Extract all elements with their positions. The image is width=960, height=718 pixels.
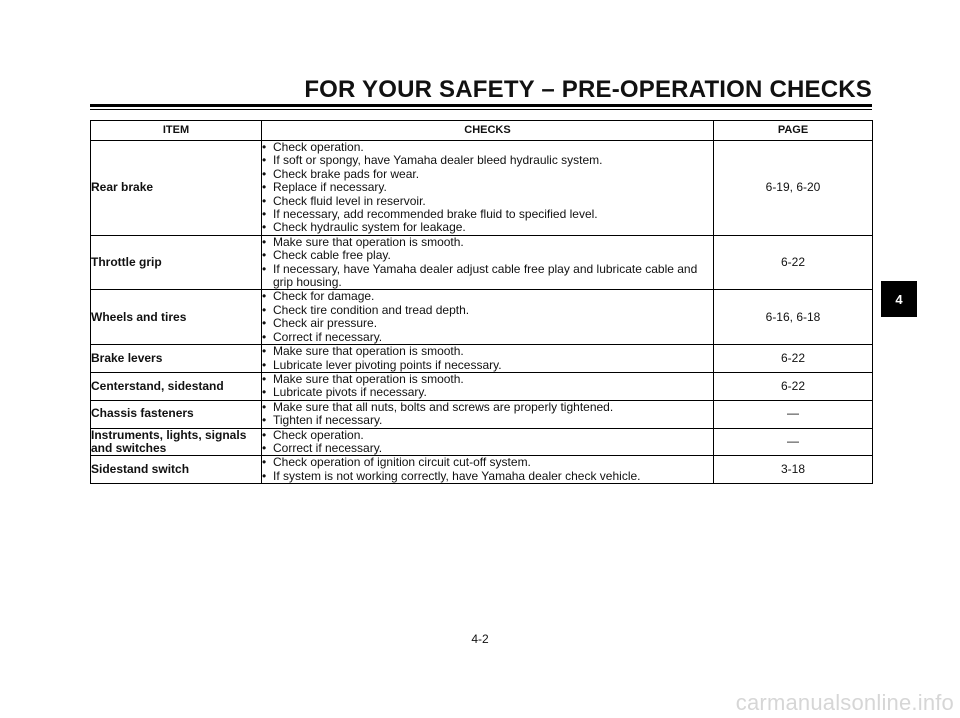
check-text: Check operation. xyxy=(273,427,364,442)
table-row xyxy=(91,290,873,345)
checks-cell xyxy=(262,428,714,456)
check-list-item xyxy=(262,429,713,442)
check-list-item xyxy=(262,208,713,221)
page-reference-cell: — xyxy=(714,400,873,428)
check-list-item xyxy=(262,470,713,483)
check-text: Check operation. xyxy=(273,140,364,154)
check-list-item xyxy=(262,195,713,208)
check-list xyxy=(262,429,713,456)
bullet-icon: • xyxy=(262,261,267,276)
bullet-icon: • xyxy=(262,413,267,428)
check-list-item xyxy=(262,304,713,317)
check-list xyxy=(262,373,713,400)
check-list-item xyxy=(262,290,713,303)
check-list xyxy=(262,401,713,428)
page-reference-cell: 6-22 xyxy=(714,345,873,373)
table-row xyxy=(91,235,873,290)
check-text: Lubricate lever pivoting points if necessary. xyxy=(273,357,502,372)
check-text: Check brake pads for wear. xyxy=(273,166,420,181)
item-cell: Sidestand switch xyxy=(91,456,262,484)
page-reference-cell: 6-22 xyxy=(714,235,873,290)
item-cell: Wheels and tires xyxy=(91,290,262,345)
check-text: Check hydraulic system for leakage. xyxy=(273,220,466,235)
bullet-icon: • xyxy=(262,329,267,344)
check-list-item xyxy=(262,442,713,455)
bullet-icon: • xyxy=(262,316,267,331)
check-list-item xyxy=(262,181,713,194)
bullet-icon: • xyxy=(262,248,267,263)
page-reference-cell: 3-18 xyxy=(714,456,873,484)
column-header-item: ITEM xyxy=(91,121,262,141)
item-cell: Throttle grip xyxy=(91,235,262,290)
checks-cell xyxy=(262,290,714,345)
page-reference-cell: 6-16, 6-18 xyxy=(714,290,873,345)
column-header-checks: CHECKS xyxy=(262,121,714,141)
check-list xyxy=(262,141,713,235)
check-text: Make sure that operation is smooth. xyxy=(273,234,464,249)
check-text: Correct if necessary. xyxy=(273,329,383,344)
table-row xyxy=(91,372,873,400)
check-list-item xyxy=(262,154,713,167)
check-list-item xyxy=(262,373,713,386)
bullet-icon: • xyxy=(262,455,267,470)
check-list-item xyxy=(262,249,713,262)
bullet-icon: • xyxy=(262,289,267,304)
column-header-page: PAGE xyxy=(714,121,873,141)
check-text: Make sure that operation is smooth. xyxy=(273,344,464,359)
bullet-icon: • xyxy=(262,207,267,222)
item-cell: Centerstand, sidestand xyxy=(91,372,262,400)
check-list-item xyxy=(262,401,713,414)
table-body xyxy=(91,141,873,484)
check-text: Make sure that operation is smooth. xyxy=(273,371,464,386)
check-list xyxy=(262,456,713,483)
check-text: If necessary, have Yamaha dealer adjust cable free play and lubricate cable and grip housing. xyxy=(273,261,698,290)
bullet-icon: • xyxy=(262,385,267,400)
item-cell: Chassis fasteners xyxy=(91,400,262,428)
bullet-icon: • xyxy=(262,220,267,235)
check-text: Check for damage. xyxy=(273,289,375,304)
bullet-icon: • xyxy=(262,153,267,168)
check-list-item xyxy=(262,456,713,469)
check-text: If soft or spongy, have Yamaha dealer bleed hydraulic system. xyxy=(273,153,603,168)
bullet-icon: • xyxy=(262,399,267,414)
check-list xyxy=(262,290,713,344)
check-list xyxy=(262,345,713,372)
page-reference-cell: — xyxy=(714,428,873,456)
checks-cell xyxy=(262,400,714,428)
check-text: Replace if necessary. xyxy=(273,180,387,195)
check-text: Make sure that all nuts, bolts and screws are properly tightened. xyxy=(273,399,614,414)
bullet-icon: • xyxy=(262,234,267,249)
page-reference-cell: 6-22 xyxy=(714,372,873,400)
table-row xyxy=(91,400,873,428)
check-list-item xyxy=(262,414,713,427)
check-text: Check operation of ignition circuit cut-off system. xyxy=(273,455,531,470)
item-cell: Rear brake xyxy=(91,141,262,236)
bullet-icon: • xyxy=(262,302,267,317)
check-text: If necessary, add recommended brake fluid to specified level. xyxy=(273,207,598,222)
page-reference-cell: 6-19, 6-20 xyxy=(714,141,873,236)
table-row xyxy=(91,345,873,373)
checks-cell xyxy=(262,235,714,290)
check-text: Check fluid level in reservoir. xyxy=(273,193,426,208)
pre-operation-checks-table xyxy=(90,120,873,484)
table-row xyxy=(91,428,873,456)
bullet-icon: • xyxy=(262,427,267,442)
bullet-icon: • xyxy=(262,440,267,455)
bullet-icon: • xyxy=(262,166,267,181)
checks-cell xyxy=(262,456,714,484)
check-list-item xyxy=(262,345,713,358)
check-list-item xyxy=(262,263,713,290)
title-rule xyxy=(90,104,872,110)
page-title: FOR YOUR SAFETY – PRE-OPERATION CHECKS xyxy=(304,76,872,103)
check-list xyxy=(262,236,713,290)
table-row xyxy=(91,141,873,236)
table-row xyxy=(91,456,873,484)
bullet-icon: • xyxy=(262,371,267,386)
check-list-item xyxy=(262,168,713,181)
check-text: Check air pressure. xyxy=(273,316,378,331)
page-number: 4-2 xyxy=(471,632,489,646)
check-text: Tighten if necessary. xyxy=(273,413,383,428)
checks-cell xyxy=(262,141,714,236)
check-list-item xyxy=(262,317,713,330)
check-text: Check tire condition and tread depth. xyxy=(273,302,470,317)
bullet-icon: • xyxy=(262,468,267,483)
checks-cell xyxy=(262,345,714,373)
chapter-tab[interactable]: 4 xyxy=(881,281,917,317)
table-header-row xyxy=(91,121,873,141)
check-list-item xyxy=(262,359,713,372)
bullet-icon: • xyxy=(262,180,267,195)
check-text: Correct if necessary. xyxy=(273,440,383,455)
item-cell: Brake levers xyxy=(91,345,262,373)
check-list-item xyxy=(262,331,713,344)
check-text: Check cable free play. xyxy=(273,248,391,263)
bullet-icon: • xyxy=(262,357,267,372)
bullet-icon: • xyxy=(262,193,267,208)
check-list-item xyxy=(262,236,713,249)
check-text: Lubricate pivots if necessary. xyxy=(273,385,427,400)
item-cell: Instruments, lights, signals and switches xyxy=(91,428,262,456)
check-list-item xyxy=(262,221,713,234)
checks-cell xyxy=(262,372,714,400)
watermark-text[interactable]: carmanualsonline.info xyxy=(735,690,954,715)
check-text: If system is not working correctly, have Yamaha dealer check vehicle. xyxy=(273,468,641,483)
check-list-item xyxy=(262,386,713,399)
bullet-icon: • xyxy=(262,344,267,359)
check-list-item xyxy=(262,141,713,154)
bullet-icon: • xyxy=(262,140,267,154)
